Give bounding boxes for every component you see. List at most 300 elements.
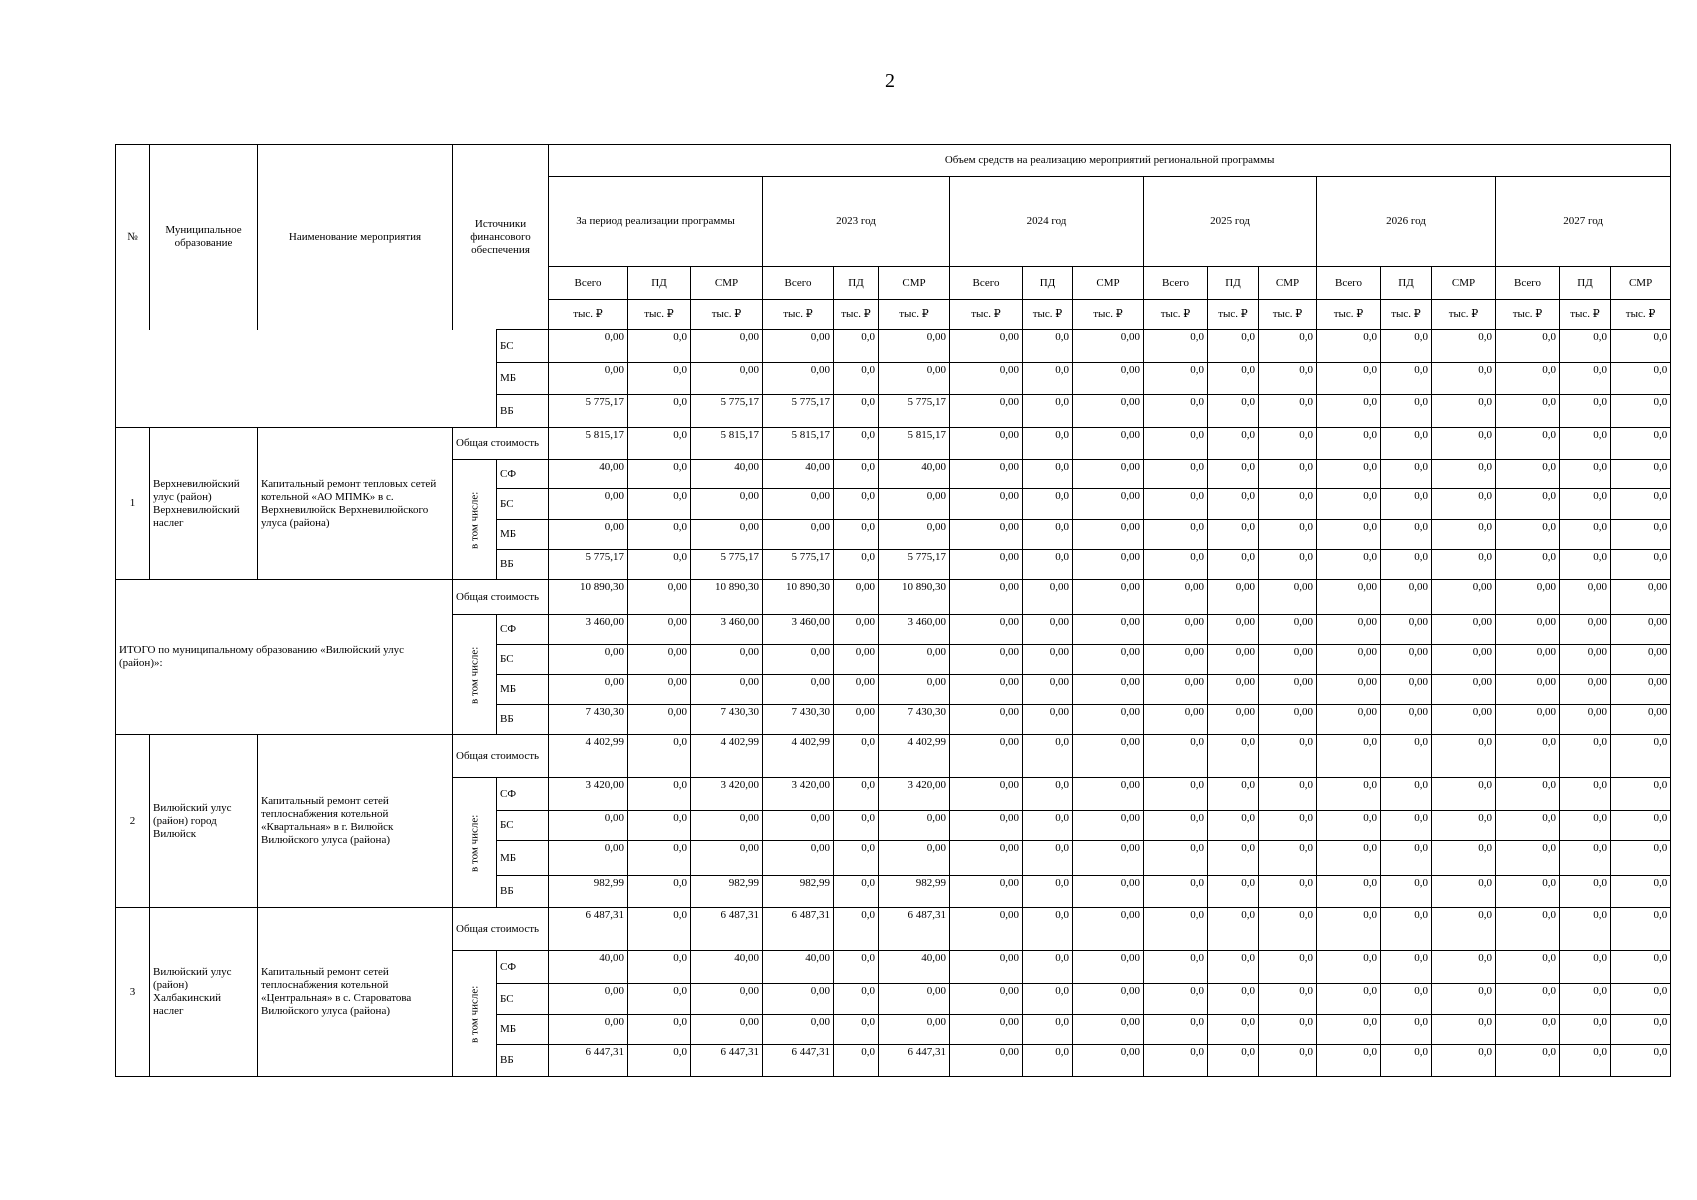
value-cell: 3 420,00 <box>879 778 950 811</box>
financing-table <box>115 144 1671 1077</box>
value-cell: 0,0 <box>1560 428 1611 460</box>
value-cell: 0,0 <box>1317 778 1381 811</box>
value-cell: 0,0 <box>1496 735 1560 778</box>
value-cell: 0,0 <box>1611 363 1671 395</box>
value-cell: 40,00 <box>549 951 628 984</box>
value-cell: 6 487,31 <box>549 908 628 951</box>
value-cell: 0,0 <box>1496 908 1560 951</box>
value-cell: 0,0 <box>1432 395 1496 428</box>
value-cell: 6 447,31 <box>763 1045 834 1077</box>
header-unit-2: тыс. ₽ <box>691 300 763 330</box>
value-cell: 0,0 <box>834 984 879 1015</box>
value-cell: 40,00 <box>879 460 950 489</box>
value-cell: 40,00 <box>763 460 834 489</box>
source-label: МБ <box>497 675 549 705</box>
total-cost-label: Общая стоимость <box>453 735 549 778</box>
value-cell: 0,00 <box>950 520 1023 550</box>
value-cell: 0,0 <box>1560 1045 1611 1077</box>
value-cell: 0,0 <box>1611 778 1671 811</box>
value-cell: 0,00 <box>1073 951 1144 984</box>
value-cell: 0,0 <box>1496 811 1560 841</box>
header-row-1 <box>116 145 1671 177</box>
value-cell: 0,00 <box>1496 675 1560 705</box>
value-cell: 6 487,31 <box>763 908 834 951</box>
value-cell: 0,0 <box>1611 984 1671 1015</box>
value-cell: 0,00 <box>1611 615 1671 645</box>
value-cell: 0,00 <box>1432 580 1496 615</box>
value-cell: 0,0 <box>1560 550 1611 580</box>
value-cell: 0,0 <box>628 1015 691 1045</box>
source-label: ВБ <box>497 705 549 735</box>
value-cell: 0,0 <box>1432 984 1496 1015</box>
value-cell: 0,00 <box>691 841 763 876</box>
header-sources: Источники финансового обеспечения <box>453 145 549 330</box>
value-cell: 5 815,17 <box>763 428 834 460</box>
value-cell: 0,00 <box>549 330 628 363</box>
value-cell: 5 815,17 <box>549 428 628 460</box>
header-unit-12: тыс. ₽ <box>1317 300 1381 330</box>
value-cell: 0,00 <box>950 330 1023 363</box>
value-cell: 0,00 <box>1073 489 1144 520</box>
value-cell: 0,00 <box>1381 615 1432 645</box>
value-cell: 0,0 <box>834 908 879 951</box>
value-cell: 0,00 <box>1073 520 1144 550</box>
value-cell: 0,00 <box>1073 460 1144 489</box>
value-cell: 40,00 <box>879 951 950 984</box>
value-cell: 0,00 <box>1381 705 1432 735</box>
value-cell: 0,00 <box>763 520 834 550</box>
value-cell: 0,00 <box>1023 580 1073 615</box>
header-sub-2-1: ПД <box>1023 267 1073 300</box>
value-cell: 0,0 <box>1560 811 1611 841</box>
including-label <box>453 615 497 735</box>
value-cell: 0,0 <box>1208 460 1259 489</box>
value-cell: 0,0 <box>1560 876 1611 908</box>
header-period-2024: 2024 год <box>950 177 1144 267</box>
value-cell: 0,0 <box>834 811 879 841</box>
source-label: МБ <box>497 363 549 395</box>
value-cell: 0,0 <box>834 876 879 908</box>
value-cell: 0,0 <box>1259 841 1317 876</box>
value-cell: 0,0 <box>1317 908 1381 951</box>
header-unit-5: тыс. ₽ <box>879 300 950 330</box>
value-cell: 0,00 <box>950 675 1023 705</box>
value-cell: 982,99 <box>879 876 950 908</box>
value-cell: 0,00 <box>950 811 1023 841</box>
value-cell: 0,00 <box>950 778 1023 811</box>
source-label: МБ <box>497 841 549 876</box>
table-row <box>116 908 1671 951</box>
value-cell: 0,0 <box>1144 841 1208 876</box>
value-cell: 0,00 <box>834 615 879 645</box>
value-cell: 0,00 <box>950 705 1023 735</box>
value-cell: 0,0 <box>1317 735 1381 778</box>
header-unit-15: тыс. ₽ <box>1496 300 1560 330</box>
value-cell: 0,0 <box>1259 876 1317 908</box>
value-cell: 0,00 <box>879 1015 950 1045</box>
header-unit-6: тыс. ₽ <box>950 300 1023 330</box>
header-sub-0-0: Всего <box>549 267 628 300</box>
value-cell: 0,0 <box>1208 395 1259 428</box>
value-cell: 0,0 <box>1381 735 1432 778</box>
value-cell: 0,0 <box>1023 951 1073 984</box>
value-cell: 0,0 <box>1259 811 1317 841</box>
value-cell: 0,00 <box>691 675 763 705</box>
total-label: ИТОГО по муниципальному образованию «Вилюйский улус (район)»: <box>116 580 453 735</box>
value-cell: 0,0 <box>628 984 691 1015</box>
header-unit-0: тыс. ₽ <box>549 300 628 330</box>
value-cell: 0,00 <box>1496 705 1560 735</box>
value-cell: 5 775,17 <box>691 550 763 580</box>
value-cell: 0,00 <box>950 615 1023 645</box>
value-cell: 982,99 <box>691 876 763 908</box>
value-cell: 0,0 <box>1611 395 1671 428</box>
value-cell: 0,00 <box>549 675 628 705</box>
value-cell: 0,0 <box>1496 778 1560 811</box>
value-cell: 0,0 <box>1259 951 1317 984</box>
value-cell: 0,0 <box>1432 520 1496 550</box>
value-cell: 0,0 <box>1208 841 1259 876</box>
value-cell: 0,0 <box>1317 489 1381 520</box>
header-period-2026: 2026 год <box>1317 177 1496 267</box>
value-cell: 0,0 <box>1023 778 1073 811</box>
total-cost-label: Общая стоимость <box>453 908 549 951</box>
header-sub-1-0: Всего <box>763 267 834 300</box>
value-cell: 0,00 <box>1073 580 1144 615</box>
value-cell: 0,0 <box>1023 735 1073 778</box>
value-cell: 0,00 <box>1432 675 1496 705</box>
value-cell: 0,0 <box>1496 1045 1560 1077</box>
value-cell: 0,0 <box>1611 489 1671 520</box>
value-cell: 0,00 <box>879 984 950 1015</box>
value-cell: 0,00 <box>1144 615 1208 645</box>
value-cell: 0,00 <box>1611 580 1671 615</box>
value-cell: 0,0 <box>1144 460 1208 489</box>
value-cell: 0,00 <box>1317 580 1381 615</box>
value-cell: 0,0 <box>1023 876 1073 908</box>
value-cell: 4 402,99 <box>691 735 763 778</box>
value-cell: 0,00 <box>950 951 1023 984</box>
value-cell: 0,0 <box>1611 735 1671 778</box>
value-cell: 0,0 <box>1023 428 1073 460</box>
value-cell: 0,0 <box>1560 951 1611 984</box>
value-cell: 0,0 <box>1381 489 1432 520</box>
value-cell: 0,0 <box>628 735 691 778</box>
value-cell: 40,00 <box>763 951 834 984</box>
value-cell: 0,00 <box>1560 615 1611 645</box>
value-cell: 5 775,17 <box>763 550 834 580</box>
value-cell: 0,0 <box>1317 811 1381 841</box>
value-cell: 0,0 <box>1208 876 1259 908</box>
header-sub-2-0: Всего <box>950 267 1023 300</box>
including-text: в том числе: <box>468 645 480 704</box>
value-cell: 0,0 <box>1381 811 1432 841</box>
value-cell: 0,0 <box>1144 363 1208 395</box>
value-cell: 0,00 <box>950 489 1023 520</box>
value-cell: 0,0 <box>1208 489 1259 520</box>
value-cell: 0,0 <box>1381 395 1432 428</box>
value-cell: 3 420,00 <box>691 778 763 811</box>
carry-blank-src <box>453 330 497 428</box>
value-cell: 0,0 <box>1208 363 1259 395</box>
value-cell: 0,0 <box>834 951 879 984</box>
value-cell: 0,0 <box>1023 395 1073 428</box>
value-cell: 0,0 <box>1023 984 1073 1015</box>
value-cell: 0,0 <box>1611 841 1671 876</box>
table-row <box>116 735 1671 778</box>
header-unit-16: тыс. ₽ <box>1560 300 1611 330</box>
value-cell: 0,0 <box>1208 735 1259 778</box>
value-cell: 0,00 <box>834 580 879 615</box>
value-cell: 0,00 <box>549 489 628 520</box>
value-cell: 40,00 <box>691 951 763 984</box>
header-unit-14: тыс. ₽ <box>1432 300 1496 330</box>
header-period-2027: 2027 год <box>1496 177 1671 267</box>
total-cost-label: Общая стоимость <box>453 580 549 615</box>
value-cell: 0,0 <box>1023 489 1073 520</box>
header-sub-3-1: ПД <box>1208 267 1259 300</box>
value-cell: 0,00 <box>1073 428 1144 460</box>
value-cell: 0,0 <box>1259 363 1317 395</box>
value-cell: 5 775,17 <box>549 395 628 428</box>
municipality-name: Верхневилюйский улус (район) Верхневилюйский наслег <box>150 428 258 580</box>
value-cell: 5 815,17 <box>879 428 950 460</box>
value-cell: 6 447,31 <box>549 1045 628 1077</box>
value-cell: 7 430,30 <box>549 705 628 735</box>
value-cell: 0,00 <box>950 580 1023 615</box>
value-cell: 0,0 <box>1208 908 1259 951</box>
value-cell: 0,0 <box>1023 811 1073 841</box>
value-cell: 0,00 <box>1611 675 1671 705</box>
value-cell: 0,00 <box>628 615 691 645</box>
value-cell: 0,00 <box>1023 675 1073 705</box>
value-cell: 0,00 <box>1073 735 1144 778</box>
value-cell: 0,00 <box>1073 778 1144 811</box>
value-cell: 0,00 <box>1560 645 1611 675</box>
value-cell: 0,0 <box>1317 1045 1381 1077</box>
value-cell: 0,0 <box>1023 520 1073 550</box>
carry-blank <box>116 330 453 428</box>
value-cell: 0,0 <box>1432 363 1496 395</box>
value-cell: 0,00 <box>1432 645 1496 675</box>
value-cell: 0,0 <box>1144 330 1208 363</box>
header-volume: Объем средств на реализацию мероприятий региональной программы <box>549 145 1671 177</box>
value-cell: 0,0 <box>1611 811 1671 841</box>
value-cell: 0,00 <box>1259 705 1317 735</box>
header-sub-3-0: Всего <box>1144 267 1208 300</box>
value-cell: 0,0 <box>1611 908 1671 951</box>
source-label: БС <box>497 489 549 520</box>
value-cell: 0,0 <box>1317 520 1381 550</box>
value-cell: 0,00 <box>1073 876 1144 908</box>
value-cell: 0,00 <box>1073 1015 1144 1045</box>
value-cell: 0,0 <box>1144 908 1208 951</box>
value-cell: 0,00 <box>879 645 950 675</box>
value-cell: 0,00 <box>950 460 1023 489</box>
value-cell: 3 460,00 <box>879 615 950 645</box>
value-cell: 0,0 <box>1023 363 1073 395</box>
value-cell: 0,0 <box>1432 550 1496 580</box>
value-cell: 6 487,31 <box>691 908 763 951</box>
value-cell: 0,00 <box>1073 395 1144 428</box>
header-unit-3: тыс. ₽ <box>763 300 834 330</box>
value-cell: 0,00 <box>691 330 763 363</box>
value-cell: 0,0 <box>1496 395 1560 428</box>
value-cell: 0,00 <box>1073 984 1144 1015</box>
source-label: СФ <box>497 460 549 489</box>
value-cell: 0,00 <box>1208 705 1259 735</box>
value-cell: 0,0 <box>1023 550 1073 580</box>
header-sub-3-2: СМР <box>1259 267 1317 300</box>
table-row <box>116 330 1671 363</box>
value-cell: 0,0 <box>1381 550 1432 580</box>
value-cell: 0,00 <box>1432 705 1496 735</box>
value-cell: 0,0 <box>1259 428 1317 460</box>
value-cell: 0,00 <box>950 984 1023 1015</box>
value-cell: 0,00 <box>549 1015 628 1045</box>
value-cell: 0,00 <box>763 330 834 363</box>
value-cell: 7 430,30 <box>879 705 950 735</box>
value-cell: 0,0 <box>1560 489 1611 520</box>
value-cell: 0,00 <box>950 395 1023 428</box>
total-cost-label: Общая стоимость <box>453 428 549 460</box>
value-cell: 0,0 <box>1259 550 1317 580</box>
value-cell: 0,00 <box>691 984 763 1015</box>
value-cell: 3 460,00 <box>691 615 763 645</box>
value-cell: 0,00 <box>1144 675 1208 705</box>
value-cell: 0,00 <box>691 489 763 520</box>
value-cell: 0,0 <box>1208 951 1259 984</box>
value-cell: 0,00 <box>950 550 1023 580</box>
value-cell: 0,0 <box>1432 841 1496 876</box>
value-cell: 0,0 <box>1023 1045 1073 1077</box>
page-number: 2 <box>885 70 895 92</box>
value-cell: 0,0 <box>1496 876 1560 908</box>
value-cell: 0,0 <box>1144 984 1208 1015</box>
value-cell: 0,0 <box>1611 876 1671 908</box>
value-cell: 0,0 <box>1259 520 1317 550</box>
value-cell: 0,0 <box>1611 1015 1671 1045</box>
value-cell: 0,0 <box>1144 951 1208 984</box>
header-sub-0-2: СМР <box>691 267 763 300</box>
value-cell: 0,0 <box>1317 1015 1381 1045</box>
header-unit-8: тыс. ₽ <box>1073 300 1144 330</box>
value-cell: 0,00 <box>1023 615 1073 645</box>
value-cell: 0,0 <box>1381 460 1432 489</box>
value-cell: 0,00 <box>1317 615 1381 645</box>
value-cell: 982,99 <box>549 876 628 908</box>
value-cell: 0,0 <box>1144 1045 1208 1077</box>
value-cell: 10 890,30 <box>879 580 950 615</box>
including-label <box>453 460 497 580</box>
value-cell: 0,00 <box>950 428 1023 460</box>
value-cell: 0,00 <box>549 841 628 876</box>
value-cell: 0,0 <box>1560 363 1611 395</box>
value-cell: 0,0 <box>1381 876 1432 908</box>
value-cell: 4 402,99 <box>879 735 950 778</box>
value-cell: 5 775,17 <box>879 550 950 580</box>
value-cell: 0,0 <box>834 520 879 550</box>
value-cell: 0,00 <box>628 645 691 675</box>
value-cell: 6 447,31 <box>691 1045 763 1077</box>
value-cell: 0,00 <box>691 363 763 395</box>
value-cell: 0,0 <box>834 841 879 876</box>
value-cell: 0,0 <box>1259 330 1317 363</box>
value-cell: 0,0 <box>1259 778 1317 811</box>
value-cell: 0,00 <box>691 811 763 841</box>
header-sub-4-1: ПД <box>1381 267 1432 300</box>
value-cell: 10 890,30 <box>691 580 763 615</box>
value-cell: 0,00 <box>950 908 1023 951</box>
value-cell: 0,0 <box>834 428 879 460</box>
value-cell: 0,0 <box>1496 489 1560 520</box>
value-cell: 0,0 <box>1317 841 1381 876</box>
value-cell: 0,0 <box>628 876 691 908</box>
value-cell: 0,00 <box>628 580 691 615</box>
measure-name: Капитальный ремонт тепловых сетей котельной «АО МПМК» в с. Верхневилюйск Верхневилюйского улуса (района) <box>258 428 453 580</box>
value-cell: 0,0 <box>1208 330 1259 363</box>
value-cell: 0,00 <box>1259 675 1317 705</box>
value-cell: 0,0 <box>1144 811 1208 841</box>
value-cell: 0,0 <box>1432 876 1496 908</box>
value-cell: 0,0 <box>1611 428 1671 460</box>
value-cell: 3 460,00 <box>549 615 628 645</box>
value-cell: 3 420,00 <box>549 778 628 811</box>
value-cell: 0,00 <box>763 1015 834 1045</box>
value-cell: 0,00 <box>628 705 691 735</box>
measure-name: Капитальный ремонт сетей теплоснабжения котельной «Центральная» в с. Староватова Вилюйского улуса (района) <box>258 908 453 1077</box>
value-cell: 40,00 <box>549 460 628 489</box>
value-cell: 0,0 <box>1496 520 1560 550</box>
header-municipality: Муниципальное образование <box>150 145 258 330</box>
value-cell: 0,00 <box>879 489 950 520</box>
value-cell: 0,00 <box>1259 645 1317 675</box>
header-sub-1-1: ПД <box>834 267 879 300</box>
value-cell: 0,00 <box>1208 580 1259 615</box>
value-cell: 0,00 <box>1073 615 1144 645</box>
value-cell: 0,0 <box>1560 841 1611 876</box>
value-cell: 0,0 <box>834 1045 879 1077</box>
value-cell: 0,0 <box>1208 1045 1259 1077</box>
value-cell: 0,00 <box>1073 811 1144 841</box>
value-cell: 0,00 <box>950 1015 1023 1045</box>
value-cell: 0,0 <box>1259 460 1317 489</box>
value-cell: 0,00 <box>1317 705 1381 735</box>
value-cell: 0,0 <box>1381 330 1432 363</box>
value-cell: 0,0 <box>628 1045 691 1077</box>
value-cell: 0,00 <box>1073 705 1144 735</box>
value-cell: 5 775,17 <box>879 395 950 428</box>
value-cell: 0,0 <box>628 460 691 489</box>
value-cell: 0,0 <box>1496 550 1560 580</box>
value-cell: 0,0 <box>1208 520 1259 550</box>
value-cell: 0,0 <box>628 811 691 841</box>
value-cell: 0,00 <box>549 520 628 550</box>
value-cell: 0,00 <box>879 841 950 876</box>
value-cell: 0,0 <box>1611 520 1671 550</box>
header-sub-0-1: ПД <box>628 267 691 300</box>
value-cell: 0,0 <box>1023 460 1073 489</box>
value-cell: 0,00 <box>834 675 879 705</box>
value-cell: 0,0 <box>1432 811 1496 841</box>
source-label: БС <box>497 330 549 363</box>
value-cell: 0,0 <box>1144 876 1208 908</box>
source-label: БС <box>497 984 549 1015</box>
value-cell: 0,0 <box>1023 841 1073 876</box>
value-cell: 0,0 <box>628 428 691 460</box>
header-unit-7: тыс. ₽ <box>1023 300 1073 330</box>
value-cell: 0,00 <box>1023 705 1073 735</box>
